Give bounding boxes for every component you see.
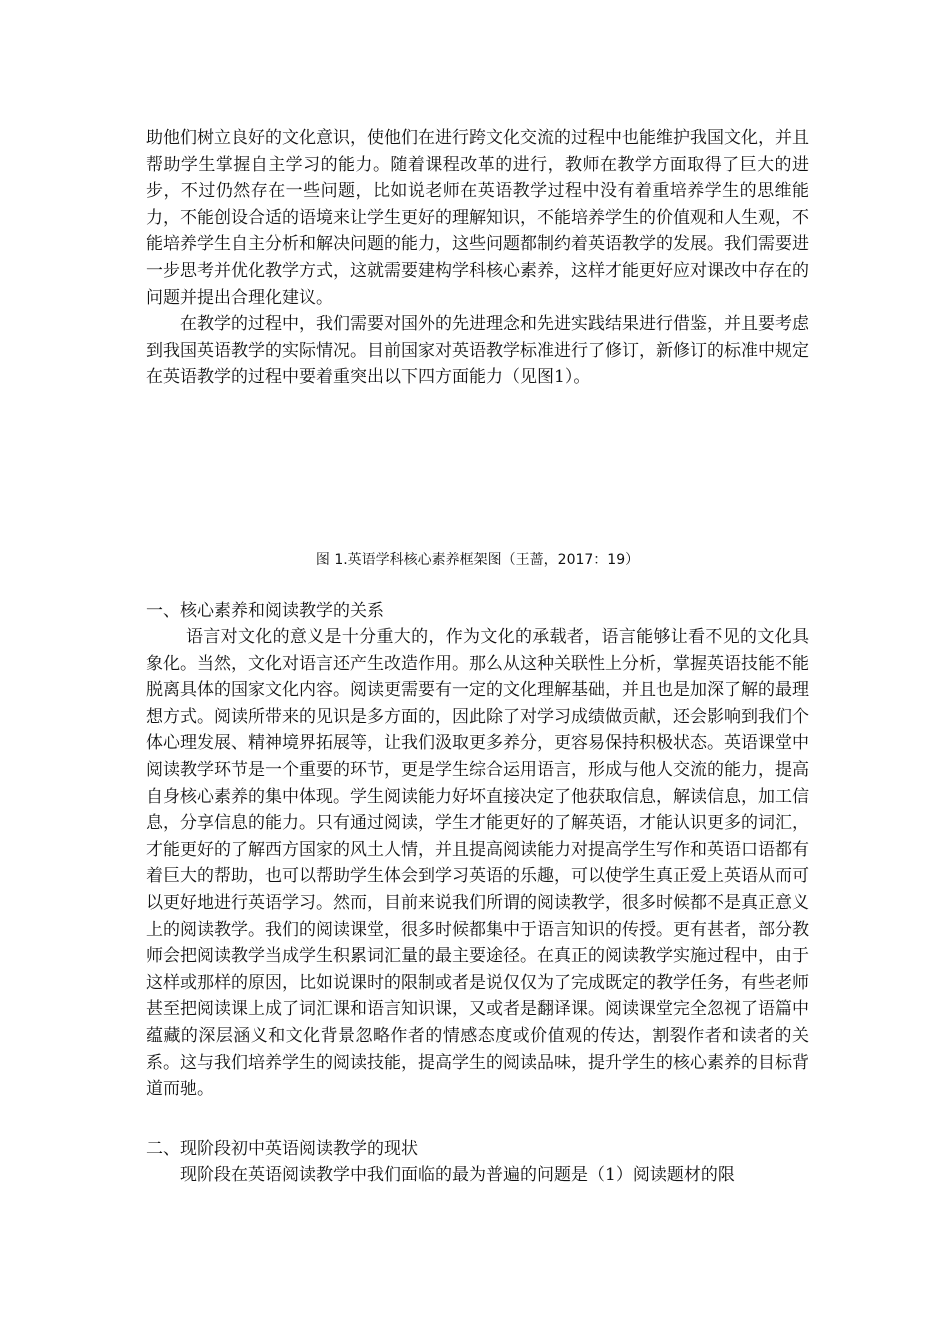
paragraph-current-status: 现阶段在英语阅读教学中我们面临的最为普遍的问题是（1）阅读题材的限 xyxy=(180,1165,735,1185)
paragraph-intro-continued: 助他们树立良好的文化意识，使他们在进行跨文化交流的过程中也能维护我国文化，并且帮助学生掌握自主学习的能力。随着课程改革的进行，教师在教学方面取得了巨大的进步，不过仍然存在一些问题，比如说老师在英语教学过程中没有着重培养学生的思维能力，不能创设合适的语境来让学生更好的理解知识，不能培养学生的价值观和人生观，不能培养学生自主分析和解决问题的能力，这些问题都制约着英语教学的发展。我们需要进一步思考并优化教学方式，这就需要建构学科核心素养，这样才能更好应对课改中存在的问题并提出合理化建议。 xyxy=(146,128,809,308)
section-heading-2: 二、现阶段初中英语阅读教学的现状 xyxy=(146,1139,418,1159)
figure-placeholder xyxy=(146,390,809,540)
paragraph-core-literacy-reading: 语言对文化的意义是十分重大的，作为文化的承载者，语言能够让看不见的文化具象化。当然，文化对语言还产生改造作用。那么从这种关联性上分析，掌握英语技能不能脱离具体的国家文化内容。阅读更需要有一定的文化理解基础，并且也是加深了解的最理想方式。阅读所带来的见识是多方面的，因此除了对学习成绩做贡献，还会影响到我们个体心理发展、精神境界拓展等，让我们汲取更多养分，更容易保持积极状态。英语课堂中阅读教学环节是一个重要的环节，更是学生综合运用语言，形成与他人交流的能力，提高自身核心素养的集中体现。学生阅读能力好坏直接决定了他获取信息，解读信息，加工信息，分享信息的能力。只有通过阅读，学生才能更好的了解英语，才能认识更多的词汇，才能更好的了解西方国家的风土人情，并且提高阅读能力对提高学生写作和英语口语都有着巨大的帮助，也可以帮助学生体会到学习英语的乐趣，可以使学生真正爱上英语从而可以更好地进行英语学习。然而，目前来说我们所谓的阅读教学，很多时候都不是真正意义上的阅读教学。我们的阅读课堂，很多时候都集中于语言知识的传授。更有甚者，部分教师会把阅读教学当成学生积累词汇量的最主要途径。在真正的阅读教学实施过程中，由于这样或那样的原因，比如说课时的限制或者是说仅仅为了完成既定的教学任务，有些老师甚至把阅读课上成了词汇课和语言知识课，又或者是翻译课。阅读课堂完全忽视了语篇中蕴藏的深层涵义和文化背景忽略作者的情感态度或价值观的传达，割裂作者和读者的关系。这与我们培养学生的阅读技能，提高学生的阅读品味，提升学生的核心素养的目标背道而驰。 xyxy=(146,627,809,1100)
paragraph-curriculum-standard: 在教学的过程中，我们需要对国外的先进理念和先进实践结果进行借鉴，并且要考虑到我国英语教学的实际情况。目前国家对英语教学标准进行了修订，新修订的标准中规定在英语教学的过程中要着重突出以下四方面能力（见图1）。 xyxy=(146,314,809,388)
figure-caption: 图 1.英语学科核心素养框架图（王蔷，2017：19） xyxy=(315,552,640,568)
section-heading-1: 一、核心素养和阅读教学的关系 xyxy=(146,601,384,621)
